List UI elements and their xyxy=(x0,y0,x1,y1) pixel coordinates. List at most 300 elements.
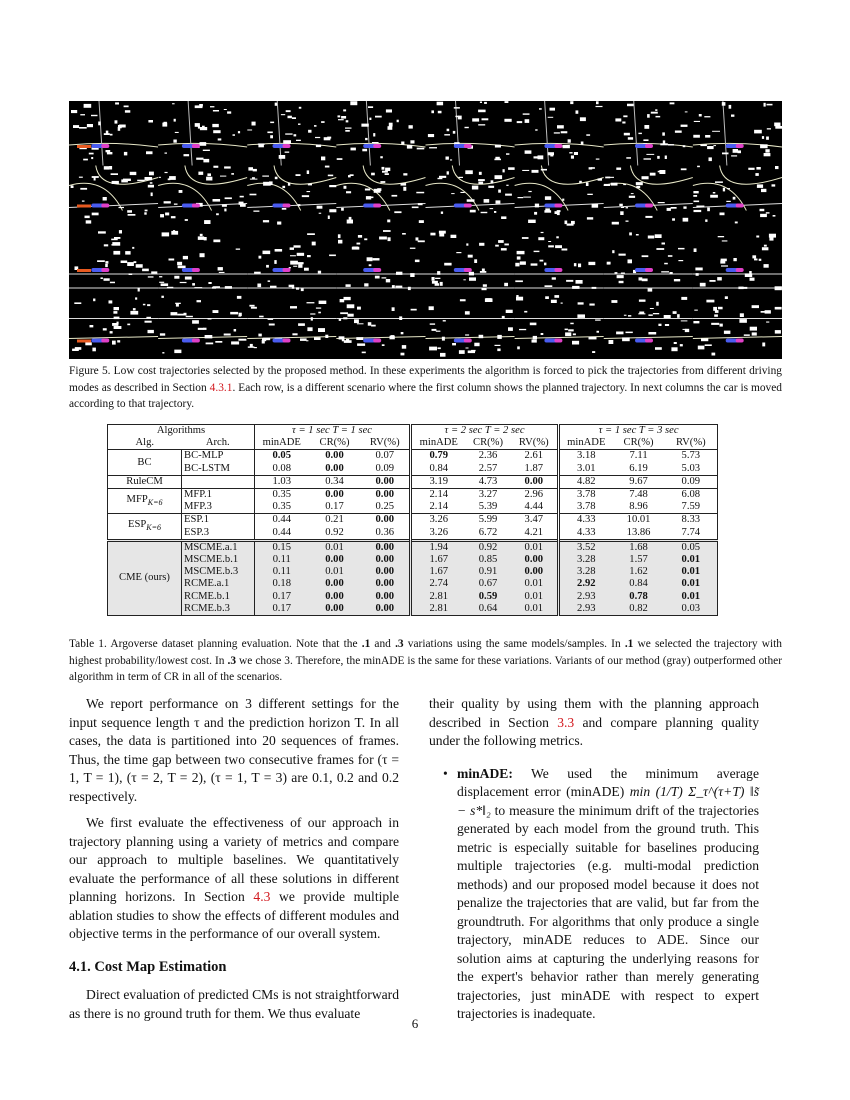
frame-cell xyxy=(158,166,246,229)
map-blob xyxy=(755,173,758,176)
value-cell: 1.68 xyxy=(613,540,665,554)
map-blob xyxy=(443,320,446,321)
map-blob xyxy=(160,333,165,335)
map-blob xyxy=(757,184,763,188)
map-blob xyxy=(110,331,113,333)
map-blob xyxy=(482,118,489,120)
map-blob xyxy=(254,272,261,274)
map-blob xyxy=(655,347,662,350)
map-blob xyxy=(563,145,570,148)
frame-cell xyxy=(604,230,692,293)
arch-cell: MSCME.b.1 xyxy=(182,554,255,566)
map-blob xyxy=(472,186,478,190)
map-blob xyxy=(642,279,648,282)
map-blob xyxy=(444,263,451,266)
map-blob xyxy=(143,304,146,306)
map-blob xyxy=(338,240,342,244)
map-blob xyxy=(596,106,603,107)
map-blob xyxy=(699,114,702,117)
map-blob xyxy=(288,116,292,119)
value-cell: 0.17 xyxy=(255,591,309,603)
value-cell: 4.33 xyxy=(559,514,613,527)
map-blob xyxy=(274,260,276,264)
value-cell: 0.17 xyxy=(255,603,309,616)
value-cell: 4.33 xyxy=(559,527,613,541)
table-row xyxy=(108,540,718,554)
map-blob xyxy=(731,155,737,156)
map-blob xyxy=(626,157,631,159)
map-blob xyxy=(74,302,81,304)
value-cell: 0.00 xyxy=(325,450,344,462)
map-blob xyxy=(315,137,320,138)
map-blob xyxy=(346,120,349,122)
map-blob xyxy=(216,213,219,215)
map-blob xyxy=(204,220,210,224)
paragraph-evaluation: We first evaluate the effectiveness of our approach in trajectory planning using a variety of metrics and compare our approach to multiple baselines. We quantitatively evaluate the performance of all these solutions in different planning horizons. In Section 4.3 we provide multiple ablation studies to show the effects of different modules and objective terms in the performance of our overall system. xyxy=(69,815,399,941)
map-blob xyxy=(754,130,762,134)
map-blob xyxy=(365,138,368,140)
map-blob xyxy=(208,318,212,320)
map-blob xyxy=(220,176,226,177)
map-blob xyxy=(169,259,175,261)
map-blob xyxy=(429,306,434,310)
map-blob xyxy=(257,284,261,288)
map-blob xyxy=(596,101,599,104)
map-blob xyxy=(646,154,654,155)
map-blob xyxy=(411,309,417,311)
map-blob xyxy=(316,308,321,309)
map-blob xyxy=(752,332,757,335)
map-blob xyxy=(365,189,370,191)
value-cell: 0.44 xyxy=(272,526,292,538)
map-blob xyxy=(683,206,686,208)
frame-cell xyxy=(158,101,246,164)
map-blob xyxy=(578,264,581,268)
frame-cell xyxy=(693,166,781,229)
map-blob xyxy=(557,125,564,128)
map-blob xyxy=(626,221,629,222)
map-blob xyxy=(248,167,253,170)
map-blob xyxy=(196,158,203,160)
map-blob xyxy=(135,297,137,299)
value-cell: 0.00 xyxy=(511,554,559,566)
map-blob xyxy=(681,320,688,321)
map-blob xyxy=(733,258,736,261)
table-row xyxy=(108,591,718,603)
map-blob xyxy=(401,183,407,186)
map-blob xyxy=(328,216,330,220)
value-cell: 3.01 xyxy=(559,463,613,476)
map-blob xyxy=(706,300,714,303)
value-cell: 3.28 xyxy=(559,566,613,578)
map-blob xyxy=(589,167,593,169)
map-blob xyxy=(495,245,499,247)
map-blob xyxy=(298,204,301,206)
map-blob xyxy=(484,102,487,104)
map-blob xyxy=(655,109,657,111)
map-blob xyxy=(611,300,617,303)
value-cell: 3.26 xyxy=(411,527,466,541)
map-blob xyxy=(515,280,523,282)
map-blob xyxy=(586,182,589,186)
map-blob xyxy=(519,329,526,330)
map-blob xyxy=(548,245,554,247)
map-blob xyxy=(136,264,143,268)
map-blob xyxy=(148,185,154,188)
map-blob xyxy=(240,204,246,207)
value-cell: 13.86 xyxy=(626,526,651,538)
map-blob xyxy=(124,152,127,156)
map-blob xyxy=(480,102,482,104)
map-blob xyxy=(200,234,203,236)
map-blob xyxy=(373,258,380,260)
map-blob xyxy=(678,260,683,261)
map-blob xyxy=(695,268,702,271)
alg-cell: $MFP_{K=6}$ xyxy=(108,489,182,514)
map-blob xyxy=(129,273,133,275)
map-blob xyxy=(437,102,444,106)
value-cell: 0.01 xyxy=(511,578,559,590)
map-blob xyxy=(159,276,162,277)
map-blob xyxy=(159,177,161,178)
map-blob xyxy=(517,256,521,259)
table-row xyxy=(108,514,718,527)
map-blob xyxy=(469,272,474,276)
map-blob xyxy=(206,343,214,345)
value-cell: 0.01 xyxy=(665,591,718,603)
map-blob xyxy=(262,340,265,344)
map-blob xyxy=(664,263,668,265)
map-blob xyxy=(565,332,571,336)
value-cell: 0.01 xyxy=(511,540,559,554)
map-blob xyxy=(479,335,484,338)
value-cell: 1.67 xyxy=(411,566,466,578)
map-blob xyxy=(685,111,688,112)
map-blob xyxy=(138,288,140,292)
map-blob xyxy=(347,304,355,308)
map-blob xyxy=(639,312,644,314)
map-blob xyxy=(605,177,610,179)
results-table xyxy=(107,424,717,616)
map-blob xyxy=(629,196,635,198)
map-blob xyxy=(621,273,625,274)
map-blob xyxy=(557,210,561,212)
map-blob xyxy=(401,353,405,356)
arch-cell: MSCME.b.3 xyxy=(182,566,255,578)
map-blob xyxy=(224,334,231,336)
map-blob xyxy=(628,259,633,263)
map-blob xyxy=(247,130,252,131)
map-blob xyxy=(704,116,710,117)
map-blob xyxy=(250,179,258,180)
map-blob xyxy=(483,284,487,287)
section-ref-link[interactable]: 3.3 xyxy=(557,714,575,730)
value-cell: 0.00 xyxy=(361,540,411,554)
trajectory-marker xyxy=(464,339,472,343)
map-blob xyxy=(114,317,120,320)
map-blob xyxy=(451,193,454,194)
map-blob xyxy=(579,181,582,183)
map-blob xyxy=(407,145,412,149)
map-blob xyxy=(130,172,137,175)
map-blob xyxy=(570,323,573,325)
map-blob xyxy=(765,310,771,313)
map-blob xyxy=(133,308,136,310)
map-blob xyxy=(444,134,450,135)
map-blob xyxy=(375,276,380,279)
table-header-cell: minADE xyxy=(411,437,466,450)
value-cell: 0.82 xyxy=(613,603,665,616)
arch-cell: RCME.b.1 xyxy=(182,591,255,603)
map-blob xyxy=(213,110,219,112)
map-blob xyxy=(219,272,225,273)
map-blob xyxy=(263,251,271,255)
map-blob xyxy=(660,143,668,145)
map-blob xyxy=(721,265,728,266)
map-blob xyxy=(673,311,677,314)
value-cell: 0.67 xyxy=(466,578,511,590)
map-blob xyxy=(729,105,732,109)
map-blob xyxy=(263,338,270,341)
map-blob xyxy=(259,316,264,318)
map-blob xyxy=(90,325,94,327)
map-blob xyxy=(148,276,154,277)
map-blob xyxy=(132,247,134,249)
value-cell: 1.03 xyxy=(272,475,292,487)
map-blob xyxy=(589,304,594,306)
arch-cell: ESP.3 xyxy=(182,527,255,541)
map-blob xyxy=(290,261,298,265)
map-blob xyxy=(151,193,153,197)
map-blob xyxy=(644,125,649,129)
map-blob xyxy=(308,184,312,186)
map-blob xyxy=(103,328,107,330)
map-blob xyxy=(506,185,508,186)
trajectory-marker xyxy=(101,144,109,148)
map-blob xyxy=(429,347,437,351)
map-blob xyxy=(680,344,683,346)
map-blob xyxy=(341,208,344,211)
value-cell: 0.15 xyxy=(255,540,309,554)
map-blob xyxy=(481,212,488,213)
map-blob xyxy=(674,279,680,281)
map-blob xyxy=(488,186,494,188)
map-blob xyxy=(286,110,291,112)
map-blob xyxy=(754,259,758,261)
map-blob xyxy=(270,286,277,288)
map-blob xyxy=(648,236,654,239)
map-blob xyxy=(698,346,705,350)
map-blob xyxy=(539,108,542,110)
value-cell: 0.00 xyxy=(511,566,559,578)
map-blob xyxy=(416,237,419,240)
section-ref-link[interactable]: 4.3.1 xyxy=(209,381,233,394)
map-blob xyxy=(430,323,435,324)
map-blob xyxy=(516,297,523,301)
frame-cell xyxy=(426,166,514,229)
map-blob xyxy=(576,280,583,284)
map-blob xyxy=(548,241,551,242)
map-blob xyxy=(505,101,509,103)
map-blob xyxy=(402,345,406,349)
map-blob xyxy=(750,278,755,281)
map-blob xyxy=(186,316,193,317)
map-blob xyxy=(545,196,551,200)
map-blob xyxy=(145,210,148,212)
map-blob xyxy=(92,213,99,216)
map-blob xyxy=(83,159,88,161)
value-cell: 0.00 xyxy=(375,489,395,501)
map-blob xyxy=(567,224,574,226)
value-cell: 0.01 xyxy=(309,540,361,554)
map-blob xyxy=(460,299,466,301)
map-blob xyxy=(168,178,171,180)
map-blob xyxy=(541,232,544,233)
map-blob xyxy=(145,321,152,323)
map-blob xyxy=(629,232,632,235)
map-blob xyxy=(604,184,610,186)
map-blob xyxy=(621,207,624,208)
map-blob xyxy=(517,346,520,349)
map-blob xyxy=(571,155,574,158)
map-blob xyxy=(478,179,485,181)
map-blob xyxy=(266,265,269,268)
map-blob xyxy=(439,231,446,234)
trajectory-marker xyxy=(283,268,291,272)
map-blob xyxy=(478,182,483,185)
map-blob xyxy=(712,353,716,356)
value-cell: 1.57 xyxy=(613,554,665,566)
value-cell: 5.99 xyxy=(478,514,498,526)
map-blob xyxy=(198,172,203,175)
map-blob xyxy=(760,214,767,217)
map-blob xyxy=(761,311,766,313)
map-blob xyxy=(479,172,482,175)
map-blob xyxy=(144,212,146,214)
table-header-cell: τ = 1 sec T = 3 sec xyxy=(559,425,718,438)
map-blob xyxy=(555,245,562,248)
map-blob xyxy=(739,319,747,323)
map-blob xyxy=(206,177,212,181)
value-cell: 3.47 xyxy=(524,514,544,526)
metrics-list xyxy=(429,765,759,1024)
section-ref-link[interactable]: 4.3 xyxy=(253,889,271,904)
map-blob xyxy=(357,243,361,245)
map-blob xyxy=(664,315,671,318)
value-cell: 0.01 xyxy=(511,603,559,616)
map-blob xyxy=(282,186,285,188)
map-blob xyxy=(409,125,413,128)
map-blob xyxy=(490,208,494,209)
map-blob xyxy=(587,217,593,219)
map-blob xyxy=(213,240,220,243)
map-blob xyxy=(491,180,494,183)
map-blob xyxy=(91,115,98,116)
value-cell: 3.18 xyxy=(559,450,613,463)
map-blob xyxy=(238,339,246,341)
value-cell: 4.73 xyxy=(478,475,498,487)
map-blob xyxy=(639,300,646,302)
map-blob xyxy=(346,284,351,287)
map-blob xyxy=(225,197,232,199)
map-blob xyxy=(174,204,178,205)
trajectory-marker xyxy=(736,339,744,343)
frame-cell xyxy=(247,166,335,229)
map-blob xyxy=(592,287,597,289)
map-blob xyxy=(440,282,443,286)
map-blob xyxy=(609,340,614,344)
map-blob xyxy=(731,115,734,117)
map-blob xyxy=(356,337,363,340)
alg-cell: CME (ours) xyxy=(108,540,182,615)
map-blob xyxy=(203,159,209,163)
map-blob xyxy=(522,170,529,171)
map-blob xyxy=(765,149,769,152)
value-cell: 7.59 xyxy=(665,501,718,514)
map-blob xyxy=(501,248,507,250)
map-blob xyxy=(667,208,671,211)
map-blob xyxy=(345,130,350,132)
map-blob xyxy=(518,197,524,198)
map-blob xyxy=(474,259,477,263)
map-blob xyxy=(101,277,103,279)
map-blob xyxy=(171,312,178,315)
planned-trajectory xyxy=(77,205,91,208)
map-blob xyxy=(319,301,327,304)
value-cell: 4.44 xyxy=(524,501,544,513)
frame-cell xyxy=(336,101,424,164)
map-blob xyxy=(465,170,473,174)
table-header-row xyxy=(108,425,718,438)
map-blob xyxy=(674,342,677,344)
map-blob xyxy=(162,123,167,127)
trajectory-marker xyxy=(373,268,381,272)
trajectory-marker xyxy=(192,339,200,343)
map-blob xyxy=(165,153,168,154)
value-cell: 4.82 xyxy=(559,475,613,488)
map-blob xyxy=(325,335,328,338)
map-blob xyxy=(337,158,343,160)
value-cell: 5.39 xyxy=(478,501,498,513)
map-blob xyxy=(104,278,110,281)
map-blob xyxy=(749,271,752,274)
map-blob xyxy=(561,303,563,304)
map-blob xyxy=(544,263,546,266)
map-blob xyxy=(79,177,83,178)
arch-cell: RCME.a.1 xyxy=(182,578,255,590)
map-blob xyxy=(480,271,486,273)
map-blob xyxy=(431,110,434,113)
value-cell: 3.78 xyxy=(559,501,613,514)
value-cell: 0.79 xyxy=(411,450,466,463)
map-blob xyxy=(502,316,505,319)
map-blob xyxy=(636,186,640,188)
map-blob xyxy=(192,320,199,324)
value-cell: 0.05 xyxy=(665,540,718,554)
map-blob xyxy=(628,137,633,140)
map-blob xyxy=(236,249,240,250)
map-blob xyxy=(541,169,547,171)
map-blob xyxy=(375,116,382,118)
map-blob xyxy=(338,234,341,238)
map-blob xyxy=(622,122,625,124)
map-blob xyxy=(438,347,441,349)
trajectory-marker xyxy=(101,268,109,272)
value-cell: 0.44 xyxy=(272,514,292,526)
map-blob xyxy=(534,212,537,215)
map-blob xyxy=(756,167,760,170)
map-blob xyxy=(722,240,728,241)
